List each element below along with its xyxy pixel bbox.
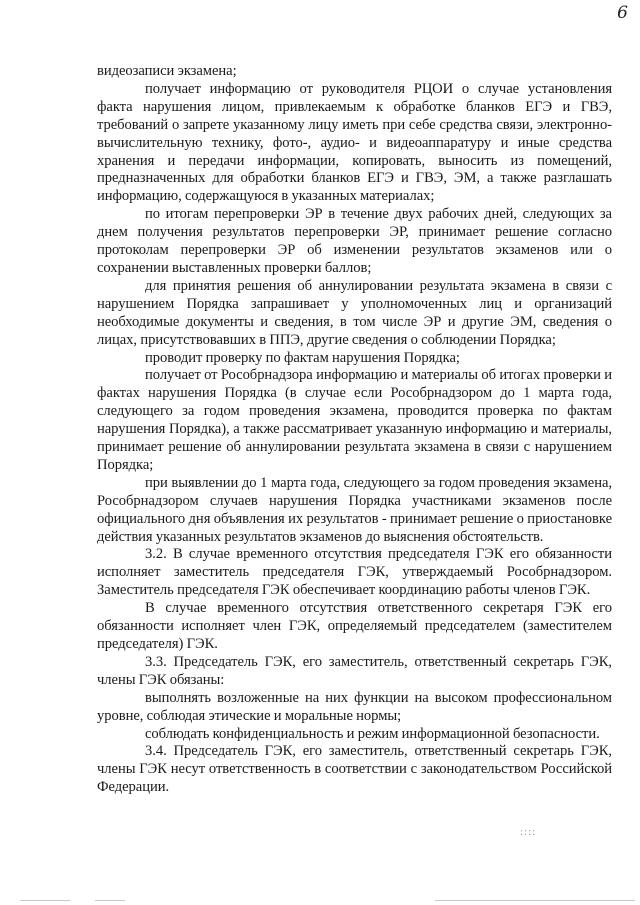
scan-artifact-line <box>435 900 635 901</box>
scan-artifact-line <box>20 900 70 901</box>
paragraph-secretary-absence: В случае временного отсутствия ответственного секретаря ГЭК его обязанности исполняет член ГЭК, определяемый председателем (заместителем председателя) ГЭК. <box>97 600 612 652</box>
paragraph-violation-check: проводит проверку по фактам нарушения Порядка; <box>145 349 460 366</box>
paragraph-3-2-chair-absence: 3.2. В случае временного отсутствия председателя ГЭК его обязанности исполняет заместитель председателя ГЭК, утверждаемый Рособрнадзором. Заместитель председателя ГЭК обеспечивает координацию работы членов ГЭК. <box>97 546 612 599</box>
scan-artifact-line <box>95 900 125 901</box>
paragraph-recheck-results: по итогам перепроверки ЭР в течение двух рабочих дней, следующих за днем получения результатов перепроверки ЭР, принимает решение согласно протоколам перепроверки ЭР об изменении результатов экзаменов или о сохранении выставленных проверки баллов; <box>97 206 612 276</box>
paragraph-video-recordings: видеозаписи экзамена; <box>97 63 237 79</box>
page-number: 6 <box>617 3 628 23</box>
paragraph-annulment-documents: для принятия решения об аннулировании результата экзамена в связи с нарушением Порядка запрашивает у уполномоченных лиц и организаций необходимые документы и сведения, в том числе ЭР и другие ЭМ, сведения о лицах, присутствовавших в ППЭ, другие сведения о соблюдении Порядка; <box>97 277 612 348</box>
paragraph-suspension-decision: при выявлении до 1 марта года, следующего за годом проведения экзамена, Рособрнадзором случаев нарушения Порядка участниками экзаменов после официального дня объявления их результатов - принимает решение о приостановке действия указанных результатов экзаменов до выяснения обстоятельств. <box>97 474 612 545</box>
paragraph-rosobrnadzor-info: получает от Рособрнадзора информацию и материалы об итогах проверки и фактах нарушения Порядка (в случае если Рособрнадзором до 1 марта года, следующего за годом проведения экзамена, проводится проверка по фактам нарушения Порядка), а также рассматривает указанную информацию и материалы, принимает решение об аннулировании результата экзамена в связи с нарушением Порядка; <box>97 367 612 473</box>
paragraph-confidentiality: соблюдать конфиденциальность и режим информационной безопасности. <box>145 725 600 742</box>
document-body <box>97 63 612 797</box>
paragraph-3-4-responsibility: 3.4. Председатель ГЭК, его заместитель, ответственный секретарь ГЭК, члены ГЭК несут ответственность в соответствии с законодательством Российской Федерации. <box>97 743 612 796</box>
paragraph-rcoi-violation-info: получает информацию от руководителя РЦОИ о случае установления факта нарушения лицом, привлекаемым к обработке бланков ЕГЭ и ГВЭ, требований о запрете указанному лицу иметь при себе средства связи, электронно-вычислительную технику, фото-, аудио- и видеоаппаратуру и иные средства хранения и передачи информации, копировать, выносить из помещений, предназначенных для обработки бланков ЕГЭ и ГВЭ, ЭМ, а также разглашать информацию, содержащуюся в указанных материалах; <box>97 80 612 205</box>
paragraph-perform-functions: выполнять возложенные на них функции на высоком профессиональном уровне, соблюдая этические и моральные нормы; <box>97 689 612 724</box>
paragraph-3-3-obligations: 3.3. Председатель ГЭК, его заместитель, ответственный секретарь ГЭК, члены ГЭК обязаны: <box>97 653 612 688</box>
faint-stamp-mark: :::: <box>520 826 537 838</box>
